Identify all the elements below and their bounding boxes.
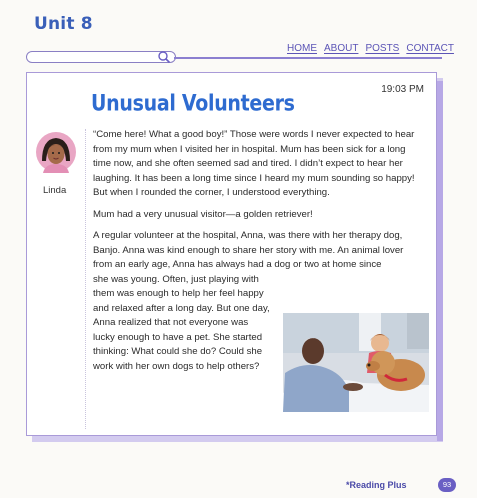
post-paragraph: A regular volunteer at the hospital, Anna, was there with her therapy dog, Banjo. Anna was kind enough to share her story with me. An animal lover from an early age, Anna has always had a dog or two at home since	[93, 230, 404, 270]
unit-title: Unit 8	[34, 14, 93, 34]
reading-plus-label: *Reading Plus	[346, 480, 407, 490]
avatar-divider	[85, 129, 86, 429]
page-number-badge: 93	[438, 478, 456, 492]
nav-home-link[interactable]: HOME	[287, 43, 317, 54]
blog-post-panel	[26, 72, 437, 436]
post-paragraph: Mum had a very unusual visitor—a golden retriever!	[93, 208, 313, 220]
post-title: Unusual Volunteers	[91, 91, 295, 117]
search-icon[interactable]	[157, 50, 171, 64]
nav-divider	[174, 57, 442, 59]
nav-posts-link[interactable]: POSTS	[365, 43, 400, 54]
post-timestamp: 19:03 PM	[381, 84, 424, 95]
post-paragraph: “Come here! What a good boy!” Those were words I never expected to hear from my mum when I visited her in hospital. Mum has been sick for a long time now, and she often seemed sad and tired. I didn’t expect to hear her laughing. It has been a long time since I heard my mum sounding so happy! But when I rounded the corner, I understood everything.	[93, 129, 415, 198]
nav-about-link[interactable]: ABOUT	[324, 43, 359, 54]
author-avatar	[35, 131, 77, 173]
top-nav	[287, 43, 454, 54]
hospital-therapy-dog-photo	[283, 313, 429, 412]
nav-contact-link[interactable]: CONTACT	[406, 43, 454, 54]
search-input[interactable]	[26, 51, 176, 63]
author-name: Linda	[43, 185, 67, 196]
post-paragraph: she was young. Often, just playing with them was enough to help her feel happy and relaxed after a long day. But one day, Anna realized that not everyone was lucky enough to have a pet. She started thinking: What could she do? Could she work with her own dogs to help others?	[93, 273, 270, 372]
